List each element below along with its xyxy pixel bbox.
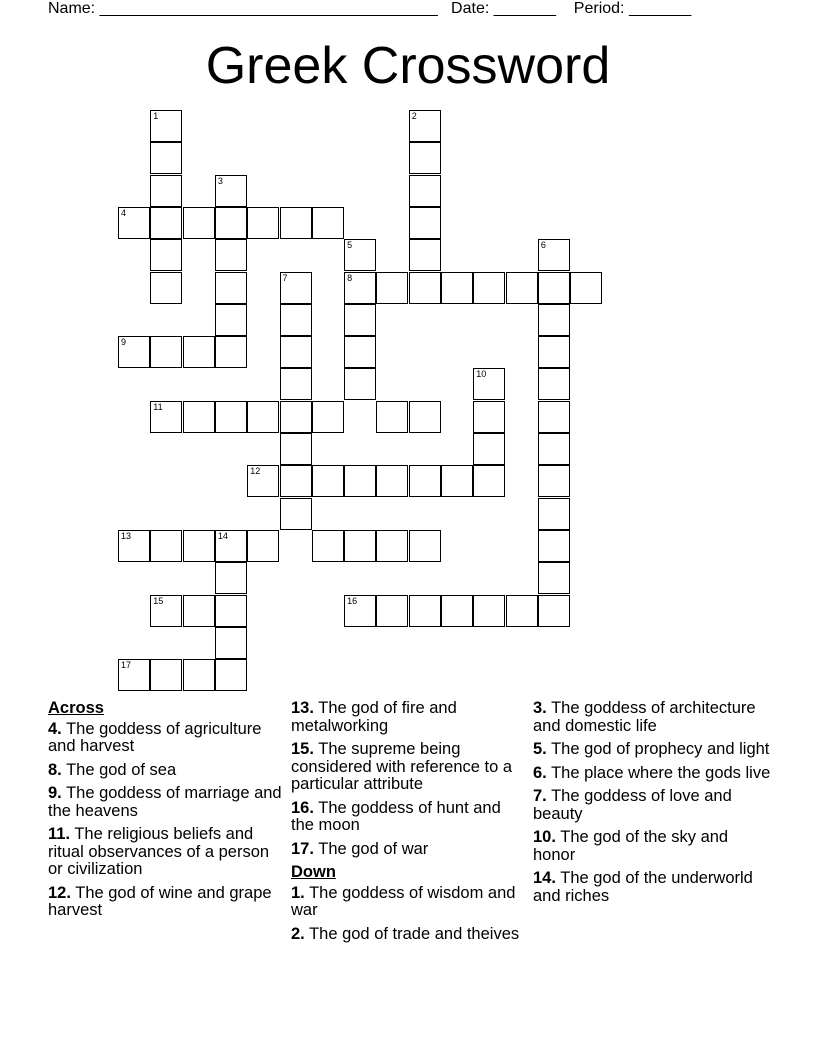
clue-number: 3	[217, 175, 223, 186]
grid-cell[interactable]	[473, 465, 505, 497]
grid-cell[interactable]	[376, 401, 408, 433]
grid-cell[interactable]	[215, 272, 247, 304]
clue-number: 8	[347, 272, 353, 283]
grid-cell[interactable]	[409, 530, 441, 562]
grid-cell[interactable]	[280, 433, 312, 465]
clue-item-text: The goddess of agriculture and harvest	[48, 719, 262, 755]
grid-cell[interactable]	[473, 401, 505, 433]
grid-cell[interactable]	[118, 530, 150, 562]
clue-item-text: The god of the underworld and riches	[533, 869, 753, 905]
grid-cell[interactable]	[150, 175, 182, 207]
across-heading: Across	[48, 699, 104, 717]
grid-cell[interactable]	[150, 239, 182, 271]
grid-cell[interactable]	[409, 401, 441, 433]
clue-item	[291, 926, 527, 944]
grid-cell[interactable]	[538, 272, 570, 304]
clue-item-text: The god of fire and metalworking	[291, 699, 457, 735]
clue-item-text: The god of trade and theives	[309, 924, 520, 943]
grid-cell[interactable]	[473, 368, 505, 400]
clue-item-number: 9.	[48, 784, 62, 802]
grid-cell[interactable]	[409, 272, 441, 304]
grid-cell[interactable]	[376, 465, 408, 497]
clue-number: 14	[217, 530, 228, 541]
grid-cell[interactable]	[312, 465, 344, 497]
clue-item-text: The goddess of architecture and domestic life	[533, 699, 756, 735]
down-heading: Down	[291, 863, 336, 881]
clue-number: 13	[121, 530, 132, 541]
grid-cell[interactable]	[538, 433, 570, 465]
clue-item-number: 2.	[291, 924, 305, 943]
clues-column-1	[48, 700, 283, 926]
clue-item-text: The god of war	[318, 839, 429, 858]
clue-number: 7	[282, 272, 288, 283]
clue-item	[291, 885, 527, 920]
grid-cell[interactable]	[409, 175, 441, 207]
clue-item	[48, 762, 283, 780]
grid-cell[interactable]	[409, 207, 441, 239]
clue-item-number: 12.	[48, 883, 71, 902]
clue-number: 12	[250, 466, 261, 477]
clue-number: 10	[476, 369, 487, 380]
grid-cell[interactable]	[344, 368, 376, 400]
clue-item-number: 3.	[533, 699, 547, 717]
grid-cell[interactable]	[215, 562, 247, 594]
clue-item-text: The goddess of hunt and the moon	[291, 798, 501, 834]
grid-cell[interactable]	[215, 627, 247, 659]
clue-number: 11	[153, 401, 163, 412]
grid-cell[interactable]	[215, 659, 247, 691]
clue-number: 6	[540, 240, 546, 251]
grid-cell[interactable]	[215, 595, 247, 627]
clue-item	[533, 741, 773, 759]
clue-number: 5	[347, 240, 353, 251]
grid-cell[interactable]	[506, 595, 538, 627]
grid-cell[interactable]	[215, 304, 247, 336]
grid-cell[interactable]	[312, 207, 344, 239]
clue-item-number: 11.	[48, 825, 71, 843]
grid-cell[interactable]	[150, 659, 182, 691]
clue-item	[48, 885, 283, 920]
grid-cell[interactable]	[183, 207, 215, 239]
grid-cell[interactable]	[312, 530, 344, 562]
clue-item-number: 4.	[48, 719, 62, 738]
grid-cell[interactable]	[118, 336, 150, 368]
grid-cell[interactable]	[150, 110, 182, 142]
grid-cell[interactable]	[473, 272, 505, 304]
clue-number: 16	[347, 595, 358, 606]
grid-cell[interactable]	[538, 239, 570, 271]
grid-cell[interactable]	[344, 239, 376, 271]
grid-cell[interactable]	[344, 595, 376, 627]
grid-cell[interactable]	[183, 530, 215, 562]
grid-cell[interactable]	[215, 336, 247, 368]
grid-cell[interactable]	[538, 498, 570, 530]
grid-cell[interactable]	[118, 659, 150, 691]
grid-cell[interactable]	[312, 401, 344, 433]
grid-cell[interactable]	[215, 175, 247, 207]
clue-item-number: 1.	[291, 883, 305, 902]
clue-item-number: 14.	[533, 869, 556, 887]
grid-cell[interactable]	[150, 530, 182, 562]
grid-cell[interactable]	[441, 465, 473, 497]
clue-item	[533, 700, 773, 735]
clue-item-text: The god of prophecy and light	[551, 740, 770, 758]
clue-item-text: The god of sea	[66, 760, 177, 779]
clue-item	[533, 765, 773, 783]
grid-cell[interactable]	[183, 336, 215, 368]
grid-cell[interactable]	[280, 498, 312, 530]
grid-cell[interactable]	[344, 304, 376, 336]
grid-cell[interactable]	[538, 465, 570, 497]
grid-cell[interactable]	[409, 595, 441, 627]
grid-cell[interactable]	[409, 142, 441, 174]
grid-cell[interactable]	[538, 562, 570, 594]
clue-number: 9	[121, 337, 127, 348]
clue-item	[48, 785, 283, 820]
grid-cell[interactable]	[280, 368, 312, 400]
clue-number: 4	[121, 207, 127, 218]
grid-cell[interactable]	[215, 530, 247, 562]
grid-cell[interactable]	[183, 595, 215, 627]
grid-cell[interactable]	[150, 207, 182, 239]
clue-item	[533, 788, 773, 823]
grid-cell[interactable]	[538, 530, 570, 562]
clue-number: 17	[121, 660, 132, 671]
clue-item-text: The place where the gods live	[551, 763, 771, 782]
grid-cell[interactable]	[215, 401, 247, 433]
clue-item-number: 10.	[533, 828, 556, 846]
grid-cell[interactable]	[183, 401, 215, 433]
grid-cell[interactable]	[150, 142, 182, 174]
clue-item	[48, 721, 283, 756]
grid-cell[interactable]	[247, 465, 279, 497]
grid-cell[interactable]	[344, 336, 376, 368]
grid-cell[interactable]	[280, 304, 312, 336]
clue-item-number: 17.	[291, 839, 314, 858]
grid-cell[interactable]	[409, 465, 441, 497]
grid-cell[interactable]	[376, 530, 408, 562]
clue-item	[291, 700, 527, 735]
clue-item-text: The god of wine and grape harvest	[48, 883, 272, 919]
grid-cell[interactable]	[506, 272, 538, 304]
clue-item-text: The supreme being considered with reference to a particular attribute	[291, 740, 513, 793]
clue-item-number: 13.	[291, 699, 314, 717]
grid-cell[interactable]	[441, 595, 473, 627]
grid-cell[interactable]	[247, 530, 279, 562]
grid-cell[interactable]	[376, 595, 408, 627]
clue-item-number: 7.	[533, 787, 547, 805]
grid-cell[interactable]	[247, 207, 279, 239]
clue-item	[533, 870, 773, 905]
clue-item	[533, 829, 773, 864]
clue-item	[291, 741, 527, 794]
grid-cell[interactable]	[473, 433, 505, 465]
grid-cell[interactable]	[441, 272, 473, 304]
grid-cell[interactable]	[538, 595, 570, 627]
grid-cell[interactable]	[409, 110, 441, 142]
clue-item-text: The religious beliefs and ritual observances of a person or civilization	[48, 825, 270, 878]
grid-cell[interactable]	[150, 272, 182, 304]
clue-number: 15	[153, 595, 164, 606]
clue-item	[48, 826, 283, 879]
clue-item	[291, 841, 527, 859]
grid-cell[interactable]	[118, 207, 150, 239]
clue-item-number: 5.	[533, 740, 547, 758]
clue-number: 1	[153, 111, 159, 121]
clue-item-text: The goddess of marriage and the heavens	[48, 784, 282, 820]
grid-cell[interactable]	[247, 401, 279, 433]
grid-cell[interactable]	[280, 465, 312, 497]
grid-cell[interactable]	[150, 336, 182, 368]
clue-item	[291, 800, 527, 835]
clues-column-2	[291, 700, 527, 949]
grid-cell[interactable]	[215, 239, 247, 271]
grid-cell[interactable]	[409, 239, 441, 271]
clue-item-number: 16.	[291, 798, 314, 817]
clue-item-text: The goddess of wisdom and war	[291, 883, 516, 919]
clue-item-text: The god of the sky and honor	[533, 828, 729, 864]
grid-cell[interactable]	[538, 368, 570, 400]
clue-item-number: 6.	[533, 763, 547, 782]
clue-number: 2	[411, 111, 417, 121]
grid-cell[interactable]	[280, 401, 312, 433]
grid-cell[interactable]	[376, 272, 408, 304]
grid-cell[interactable]	[280, 272, 312, 304]
grid-cell[interactable]	[150, 401, 182, 433]
grid-cell[interactable]	[473, 595, 505, 627]
grid-cell[interactable]	[570, 272, 602, 304]
grid-cell[interactable]	[538, 304, 570, 336]
student-info-line: Name: ______________________________________ Date: _______ Period: _______	[48, 0, 692, 17]
grid-cell[interactable]	[538, 401, 570, 433]
clue-item-text: The goddess of love and beauty	[533, 787, 732, 823]
page-title: Greek Crossword	[205, 37, 611, 95]
clues-column-3	[533, 700, 773, 911]
grid-cell[interactable]	[150, 595, 182, 627]
grid-cell[interactable]	[280, 336, 312, 368]
grid-cell[interactable]	[215, 207, 247, 239]
grid-cell[interactable]	[538, 336, 570, 368]
grid-cell[interactable]	[344, 465, 376, 497]
grid-cell[interactable]	[344, 272, 376, 304]
grid-cell[interactable]	[344, 530, 376, 562]
clue-item-number: 8.	[48, 760, 62, 779]
grid-cell[interactable]	[183, 659, 215, 691]
grid-cell[interactable]	[280, 207, 312, 239]
clue-item-number: 15.	[291, 740, 314, 758]
